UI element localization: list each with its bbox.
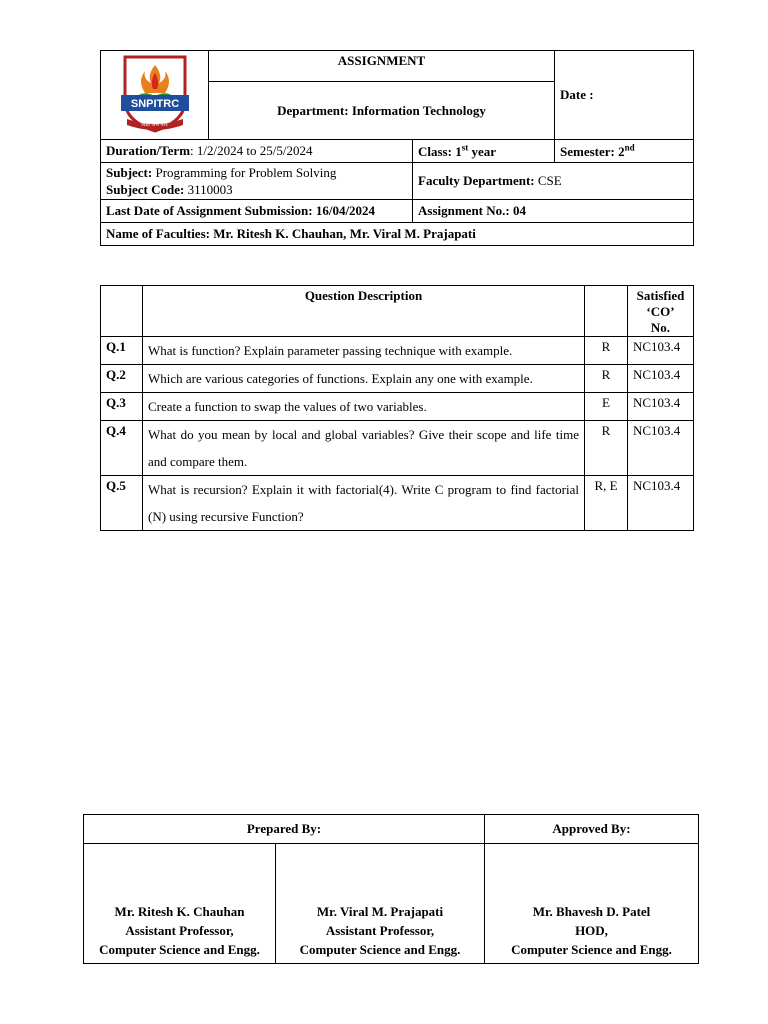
table-row bbox=[101, 421, 694, 476]
assignment-number: Assignment No.: 04 bbox=[413, 200, 694, 223]
faculty-department: Faculty Department: CSE bbox=[413, 163, 694, 200]
department-name: Department: Information Technology bbox=[209, 82, 555, 140]
question-number: Q.5 bbox=[101, 476, 143, 531]
question-number: Q.2 bbox=[101, 365, 143, 393]
logo-cell bbox=[101, 51, 209, 140]
subject-info: Subject: Programming for Problem Solving Subject Code: 3110003 bbox=[101, 163, 413, 200]
questions-table bbox=[100, 285, 694, 531]
question-number: Q.4 bbox=[101, 421, 143, 476]
header-qno-cell bbox=[101, 286, 143, 337]
question-level: R, E bbox=[585, 476, 628, 531]
question-level: R bbox=[585, 365, 628, 393]
faculty-names: Name of Faculties: Mr. Ritesh K. Chauhan, Mr. Viral M. Prajapati bbox=[101, 223, 694, 246]
semester-info: Semester: 2nd bbox=[555, 140, 694, 163]
table-row bbox=[101, 476, 694, 531]
question-co: NC103.4 bbox=[628, 476, 694, 531]
question-co: NC103.4 bbox=[628, 393, 694, 421]
signature-preparer-2: Mr. Viral M. Prajapati Assistant Professor, Computer Science and Engg. bbox=[276, 844, 485, 964]
question-text: What is function? Explain parameter passing technique with example. bbox=[143, 337, 585, 365]
date-field: Date : bbox=[555, 51, 694, 140]
question-number: Q.3 bbox=[101, 393, 143, 421]
assignment-header-table bbox=[100, 50, 694, 246]
question-level: R bbox=[585, 421, 628, 476]
header-co: Satisfied ‘CO’ No. bbox=[628, 286, 694, 337]
signature-approver: Mr. Bhavesh D. Patel HOD, Computer Science and Engg. bbox=[485, 844, 699, 964]
question-text: What is recursion? Explain it with factorial(4). Write C program to find factorial (N) using recursive Function? bbox=[143, 476, 585, 531]
duration-term: Duration/Term: 1/2/2024 to 25/5/2024 bbox=[101, 140, 413, 163]
institute-logo bbox=[107, 51, 203, 135]
table-row bbox=[101, 393, 694, 421]
question-co: NC103.4 bbox=[628, 421, 694, 476]
questions-header-row bbox=[101, 286, 694, 337]
signature-preparer-1: Mr. Ritesh K. Chauhan Assistant Professor, Computer Science and Engg. bbox=[84, 844, 276, 964]
assignment-title: ASSIGNMENT bbox=[209, 51, 555, 82]
table-row bbox=[101, 365, 694, 393]
question-level: E bbox=[585, 393, 628, 421]
logo-motto: विद्या वित्तं यश: bbox=[140, 122, 169, 128]
prepared-by-label: Prepared By: bbox=[84, 815, 485, 844]
question-number: Q.1 bbox=[101, 337, 143, 365]
class-info: Class: 1st year bbox=[413, 140, 555, 163]
question-text: Which are various categories of functions. Explain any one with example. bbox=[143, 365, 585, 393]
approved-by-label: Approved By: bbox=[485, 815, 699, 844]
question-text: What do you mean by local and global variables? Give their scope and life time and compare them. bbox=[143, 421, 585, 476]
table-row bbox=[101, 337, 694, 365]
question-text: Create a function to swap the values of two variables. bbox=[143, 393, 585, 421]
question-co: NC103.4 bbox=[628, 365, 694, 393]
header-bl-cell bbox=[585, 286, 628, 337]
header-description: Question Description bbox=[143, 286, 585, 337]
signature-table bbox=[83, 814, 699, 964]
logo-text: SNPITRC bbox=[130, 98, 179, 110]
last-submission-date: Last Date of Assignment Submission: 16/04/2024 bbox=[101, 200, 413, 223]
question-level: R bbox=[585, 337, 628, 365]
question-co: NC103.4 bbox=[628, 337, 694, 365]
